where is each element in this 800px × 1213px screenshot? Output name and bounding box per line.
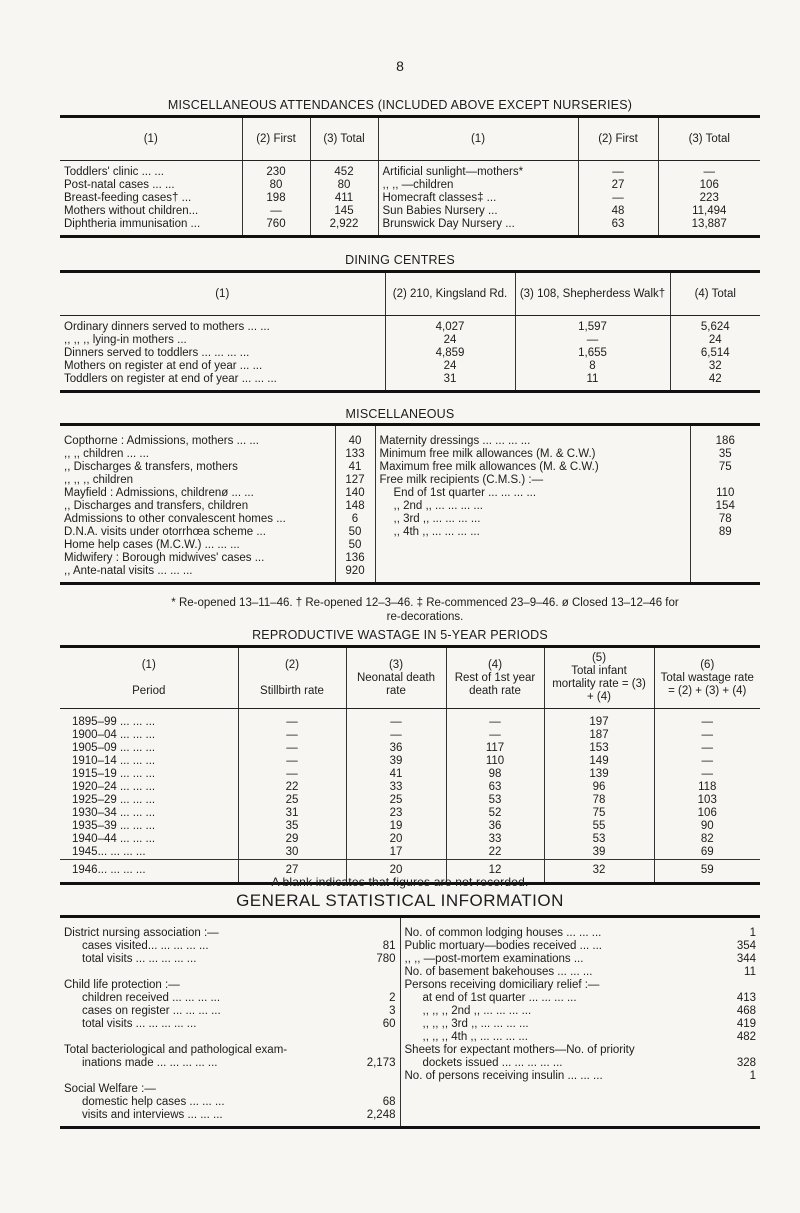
table-cell: 1945... ... ... ... (72, 845, 146, 858)
table-cell: 36 (446, 820, 544, 833)
table-cell: 27 (578, 179, 658, 192)
table-cell: — (238, 768, 346, 781)
table-row (60, 500, 760, 513)
table-row (60, 953, 760, 966)
table-cell: 53 (446, 794, 544, 807)
table-cell (350, 966, 400, 979)
dining-title: DINING CENTRES (345, 253, 455, 267)
table-cell: 230 (242, 161, 310, 179)
table-cell: Total bacteriological and pathological exam- (64, 1043, 288, 1056)
table-cell: District nursing association :— (64, 926, 219, 939)
table-cell: — (515, 334, 670, 347)
table-cell: 48 (578, 205, 658, 218)
table-cell: Toddlers' clinic ... ... (64, 165, 164, 178)
table-cell: 41 (346, 768, 446, 781)
table-cell: 63 (446, 781, 544, 794)
table-cell: 139 (544, 768, 654, 781)
table-cell: 25 (346, 794, 446, 807)
table-cell: 1940–44 ... ... ... (72, 832, 156, 845)
table-row (60, 992, 760, 1005)
table-cell: 4,859 (385, 347, 515, 360)
table-cell: — (578, 161, 658, 179)
table-cell: 81 (382, 939, 396, 952)
table-cell: 118 (654, 781, 760, 794)
table-cell: Brunswick Day Nursery ... (378, 218, 578, 231)
table-cell: domestic help cases ... ... ... (82, 1095, 225, 1108)
misc-attendances-table (60, 115, 760, 238)
col-header: (3) Total (310, 117, 378, 161)
table-cell: — (238, 729, 346, 742)
table-cell: 127 (335, 474, 375, 487)
table-cell: — (446, 709, 544, 729)
wastage-title: REPRODUCTIVE WASTAGE IN 5-YEAR PERIODS (252, 628, 548, 642)
table-row (60, 513, 760, 526)
table-row (60, 709, 760, 729)
table-cell (690, 474, 760, 487)
table-row (60, 794, 760, 807)
table-cell: — (242, 205, 310, 218)
table-cell: 354 (736, 939, 756, 952)
col-header: (1) Period (60, 647, 238, 709)
table-cell: 1895–99 ... ... ... (72, 715, 156, 728)
misc-attendances-title: MISCELLANEOUS ATTENDANCES (INCLUDED ABOVE EXCEPT NURSERIES) (167, 98, 633, 112)
table-cell: 110 (446, 755, 544, 768)
table-cell: 2,173 (366, 1056, 396, 1069)
table-cell: 2,922 (310, 218, 378, 231)
table-cell: 39 (346, 755, 446, 768)
table-cell: Persons receiving domiciliary relief :— (400, 979, 710, 992)
table-row (60, 373, 760, 386)
table-row (60, 807, 760, 820)
table-cell: Home help cases (M.C.W.) ... ... ... (64, 538, 240, 551)
table-row (60, 316, 760, 334)
table-cell: 59 (654, 859, 760, 883)
table-cell: ,, ,, ,, children (64, 473, 134, 486)
table-cell: 31 (385, 373, 515, 386)
wastage-note: A blank indicates that figures are not recorded. (271, 875, 529, 889)
table-cell: 17 (346, 846, 446, 860)
table-row (60, 1031, 760, 1044)
table-cell: — (238, 755, 346, 768)
table-cell: 344 (736, 952, 756, 965)
table-cell (350, 979, 400, 992)
table-cell: 89 (690, 526, 760, 539)
table-row (60, 755, 760, 768)
table-cell: 1915–19 ... ... ... (72, 767, 156, 780)
table-cell: 50 (335, 539, 375, 552)
table-cell: Social Welfare :— (64, 1082, 156, 1095)
table-cell: 1,597 (515, 316, 670, 334)
table-cell: 39 (544, 846, 654, 860)
table-cell: 31 (238, 807, 346, 820)
table-cell: 468 (736, 1004, 756, 1017)
table-row (60, 729, 760, 742)
table-row (60, 552, 760, 565)
table-cell: 145 (310, 205, 378, 218)
table-cell: 33 (446, 833, 544, 846)
table-cell: 197 (544, 709, 654, 729)
table-cell: 8 (515, 360, 670, 373)
table-cell: Post-natal cases ... ... (64, 178, 175, 191)
table-cell: 133 (335, 448, 375, 461)
table-cell (710, 979, 760, 992)
table-cell: D.N.A. visits under otorrhœa scheme ... (64, 525, 266, 538)
col-header: (3) Neonatal death rate (346, 647, 446, 709)
table-cell: Minimum free milk allowances (M. & C.W.) (375, 448, 690, 461)
table-cell: 20 (346, 833, 446, 846)
table-cell: 1900–04 ... ... ... (72, 728, 156, 741)
col-header: (1) (60, 272, 385, 316)
table-row (60, 578, 760, 584)
table-cell: 5,624 (670, 316, 760, 334)
table-row (60, 347, 760, 360)
table-row (60, 360, 760, 373)
table-cell: at end of 1st quarter ... ... ... ... (400, 992, 710, 1005)
table-cell: — (654, 755, 760, 768)
table-cell: 6 (335, 513, 375, 526)
table-cell: ,, ,, —children (378, 179, 578, 192)
col-header: (2) 210, Kingsland Rd. (385, 272, 515, 316)
col-header: (2) First (242, 117, 310, 161)
table-cell: 42 (670, 373, 760, 386)
table-row (60, 768, 760, 781)
table-row (60, 927, 760, 940)
table-cell: 33 (346, 781, 446, 794)
table-cell: Diphtheria immunisation ... (64, 217, 201, 230)
table-row (60, 539, 760, 552)
table-cell: 36 (346, 742, 446, 755)
table-row (60, 940, 760, 953)
table-cell: cases on register ... ... ... ... (82, 1004, 221, 1017)
table-cell (350, 927, 400, 940)
table-cell: No. of persons receiving insulin ... ... ... (400, 1070, 710, 1083)
table-cell: 1935–39 ... ... ... (72, 819, 156, 832)
table-cell: Admissions to other convalescent homes ... (64, 512, 286, 525)
table-cell: 1910–14 ... ... ... (72, 754, 156, 767)
col-header: (3) 108, Shepherdess Walk† (515, 272, 670, 316)
table-cell: Maximum free milk allowances (M. & C.W.) (375, 461, 690, 474)
col-header: (1) (60, 117, 242, 161)
table-cell: cases visited... ... ... ... ... (82, 939, 209, 952)
table-cell: Midwifery : Borough midwives' cases ... (64, 551, 265, 564)
table-row (60, 192, 760, 205)
table-cell: 328 (736, 1056, 756, 1069)
table-row (60, 448, 760, 461)
table-cell: Sheets for expectant mothers—No. of priority (400, 1044, 710, 1057)
table-cell: 106 (658, 179, 760, 192)
table-cell: — (238, 709, 346, 729)
table-row (60, 846, 760, 860)
table-cell: 22 (238, 781, 346, 794)
table-cell: visits and interviews ... ... ... (82, 1108, 223, 1121)
table-cell: ,, Ante-natal visits ... ... ... (64, 564, 193, 577)
table-cell: 90 (654, 820, 760, 833)
table-cell: 1,655 (515, 347, 670, 360)
table-cell: 75 (690, 461, 760, 474)
table-row (60, 1005, 760, 1018)
dining-table (60, 270, 760, 393)
misc-table (60, 423, 760, 585)
col-header: (3) Total (658, 117, 760, 161)
table-row (60, 833, 760, 846)
table-cell: 760 (242, 218, 310, 231)
table-cell: 1 (749, 1069, 756, 1082)
col-header: (2) First (578, 117, 658, 161)
table-cell: Free milk recipients (C.M.S.) :— (375, 474, 690, 487)
table-cell (60, 1031, 350, 1044)
table-cell: ,, 2nd ,, ... ... ... ... (375, 500, 690, 513)
table-row (60, 742, 760, 755)
table-cell (350, 1044, 400, 1057)
table-cell (710, 1044, 760, 1057)
table-row (60, 1018, 760, 1031)
table-cell: — (654, 768, 760, 781)
table-cell: 78 (544, 794, 654, 807)
table-cell: 24 (385, 360, 515, 373)
table-cell: children received ... ... ... ... (82, 991, 221, 1004)
table-cell: 25 (238, 794, 346, 807)
table-row (60, 425, 760, 435)
table-cell: ,, ,, ,, lying-in mothers ... (64, 333, 187, 346)
table-cell: ,, 3rd ,, ... ... ... ... (375, 513, 690, 526)
table-cell: 1946... ... ... ... (72, 864, 146, 876)
table-cell: 68 (382, 1095, 396, 1108)
table-row (60, 781, 760, 794)
table-cell: ,, Discharges & transfers, mothers (64, 460, 238, 473)
table-cell: — (578, 192, 658, 205)
table-cell: 419 (736, 1017, 756, 1030)
table-cell: ,, ,, ,, 2nd ,, ... ... ... ... (400, 1005, 710, 1018)
table-row (60, 218, 760, 231)
table-cell: Maternity dressings ... ... ... ... (375, 435, 690, 448)
table-cell: 13,887 (658, 218, 760, 231)
table-cell: — (654, 709, 760, 729)
table-cell: 103 (654, 794, 760, 807)
table-row (60, 231, 760, 237)
table-cell: 35 (238, 820, 346, 833)
general-title: GENERAL STATISTICAL INFORMATION (236, 891, 564, 910)
table-cell: No. of common lodging houses ... ... ... (400, 927, 710, 940)
table-row (60, 179, 760, 192)
table-cell: 413 (736, 991, 756, 1004)
col-header: (4) Total (670, 272, 760, 316)
table-cell: 35 (690, 448, 760, 461)
table-cell: Mayfield : Admissions, childrenø ... ... (64, 486, 254, 499)
table-cell: 41 (335, 461, 375, 474)
table-cell: 149 (544, 755, 654, 768)
table-cell: 96 (544, 781, 654, 794)
table-cell: 52 (446, 807, 544, 820)
table-cell: — (238, 742, 346, 755)
table-row (60, 820, 760, 833)
table-cell: 1920–24 ... ... ... (72, 780, 156, 793)
table-cell: 482 (736, 1030, 756, 1043)
table-row (60, 435, 760, 448)
table-cell: 110 (690, 487, 760, 500)
table-cell: total visits ... ... ... ... ... (82, 1017, 197, 1030)
table-cell: 24 (670, 334, 760, 347)
table-cell: — (654, 729, 760, 742)
table-cell: 411 (310, 192, 378, 205)
misc-title: MISCELLANEOUS (345, 407, 455, 421)
table-cell: Homecraft classes‡ ... (378, 192, 578, 205)
table-cell: ,, ,, —post-mortem examinations ... (400, 953, 710, 966)
table-cell: — (446, 729, 544, 742)
table-cell: 198 (242, 192, 310, 205)
table-cell: 1925–29 ... ... ... (72, 793, 156, 806)
table-cell: No. of basement bakehouses ... ... ... (400, 966, 710, 979)
table-row (60, 1057, 760, 1070)
table-cell: 80 (242, 179, 310, 192)
table-cell (60, 1070, 350, 1083)
table-cell: 154 (690, 500, 760, 513)
table-row (60, 487, 760, 500)
table-cell: total visits ... ... ... ... ... (82, 952, 197, 965)
table-cell: 27 (238, 859, 346, 883)
table-cell: 23 (346, 807, 446, 820)
table-cell: 187 (544, 729, 654, 742)
table-cell: Toddlers on register at end of year ... ... ... (64, 372, 277, 385)
table-cell: 1905–09 ... ... ... (72, 741, 156, 754)
table-cell: 32 (544, 859, 654, 883)
table-cell: ,, 4th ,, ... ... ... ... (375, 526, 690, 539)
table-cell: 11 (744, 965, 756, 978)
table-cell: Artificial sunlight—mothers* (378, 161, 578, 179)
table-cell: 24 (385, 334, 515, 347)
table-row (60, 565, 760, 578)
table-cell: 11,494 (658, 205, 760, 218)
table-cell: ,, ,, ,, 3rd ,, ... ... ... ... (400, 1018, 710, 1031)
col-header: (4) Rest of 1st year death rate (446, 647, 544, 709)
table-cell: Mothers on register at end of year ... ... (64, 359, 263, 372)
table-cell: 60 (382, 1017, 396, 1030)
table-cell: 3 (389, 1004, 396, 1017)
table-cell: 98 (446, 768, 544, 781)
table-cell (60, 966, 350, 979)
table-row (60, 1096, 760, 1109)
table-cell: End of 1st quarter ... ... ... ... (375, 487, 690, 500)
table-cell: 29 (238, 833, 346, 846)
table-cell: 75 (544, 807, 654, 820)
table-cell: 186 (690, 435, 760, 448)
general-table (60, 915, 760, 1129)
table-cell: 1930–34 ... ... ... (72, 806, 156, 819)
table-cell: 780 (376, 952, 396, 965)
table-cell: — (346, 729, 446, 742)
table-cell: 30 (238, 846, 346, 860)
table-cell: 82 (654, 833, 760, 846)
table-cell: — (658, 161, 760, 179)
table-cell: 20 (346, 859, 446, 883)
page-number: 8 (396, 58, 404, 74)
table-cell: Mothers without children... (64, 204, 199, 217)
table-cell: ,, ,, ,, 4th ,, ... ... ... ... (400, 1031, 710, 1044)
table-cell: 50 (335, 526, 375, 539)
table-cell: 153 (544, 742, 654, 755)
table-cell: 22 (446, 846, 544, 860)
table-cell: 69 (654, 846, 760, 860)
wastage-table (60, 645, 760, 885)
table-cell: dockets issued ... ... ... ... ... (400, 1057, 710, 1070)
table-cell: 63 (578, 218, 658, 231)
table-cell: 80 (310, 179, 378, 192)
table-cell: 117 (446, 742, 544, 755)
table-row (60, 161, 760, 179)
table-cell: 1 (749, 926, 756, 939)
table-row (60, 1083, 760, 1096)
table-row (60, 1122, 760, 1128)
table-cell: 2 (389, 991, 396, 1004)
table-cell: Public mortuary—bodies received ... ... (400, 940, 710, 953)
table-row (60, 386, 760, 392)
table-cell: 920 (335, 565, 375, 578)
table-cell (350, 1031, 400, 1044)
col-header: (5) Total infant mortality rate = (3) + (4) (544, 647, 654, 709)
table-row (60, 979, 760, 992)
table-row (60, 1109, 760, 1122)
table-cell: 32 (670, 360, 760, 373)
table-row (60, 1070, 760, 1083)
table-row (60, 917, 760, 927)
table-cell: ,, Discharges and transfers, children (64, 499, 249, 512)
table-cell: 4,027 (385, 316, 515, 334)
table-row (60, 1044, 760, 1057)
table-row (60, 334, 760, 347)
table-cell: 140 (335, 487, 375, 500)
table-cell: 78 (690, 513, 760, 526)
table-row (60, 966, 760, 979)
table-row (60, 461, 760, 474)
table-row (60, 474, 760, 487)
col-header: (1) (378, 117, 578, 161)
table-cell: 53 (544, 833, 654, 846)
table-cell: Breast-feeding cases† ... (64, 191, 192, 204)
table-cell: ,, ,, children ... ... (64, 447, 150, 460)
table-cell (350, 1070, 400, 1083)
table-cell: 40 (335, 435, 375, 448)
table-cell: 223 (658, 192, 760, 205)
col-header: (2) Stillbirth rate (238, 647, 346, 709)
table-cell: 452 (310, 161, 378, 179)
table-cell: 136 (335, 552, 375, 565)
table-cell: 6,514 (670, 347, 760, 360)
table-cell: Ordinary dinners served to mothers ... ... (64, 320, 270, 333)
col-header: (6) Total wastage rate = (2) + (3) + (4) (654, 647, 760, 709)
table-cell: 19 (346, 820, 446, 833)
table-cell: Dinners served to toddlers ... ... ... ... (64, 346, 250, 359)
table-cell: inations made ... ... ... ... ... (82, 1056, 218, 1069)
table-row (60, 205, 760, 218)
table-cell (350, 1083, 400, 1096)
table-cell: — (346, 709, 446, 729)
footnote: * Re-opened 13–11–46. † Re-opened 12–3–46. ‡ Re-commenced 23–9–46. ø Closed 13–12–46 for (171, 597, 679, 609)
table-cell: 148 (335, 500, 375, 513)
table-cell: 11 (515, 373, 670, 386)
table-cell: Sun Babies Nursery ... (378, 205, 578, 218)
table-cell: 55 (544, 820, 654, 833)
table-row (60, 526, 760, 539)
table-cell: — (654, 742, 760, 755)
table-cell: 2,248 (366, 1108, 396, 1121)
table-cell: Copthorne : Admissions, mothers ... ... (64, 434, 259, 447)
table-cell: Child life protection :— (64, 978, 180, 991)
table-cell: 12 (446, 859, 544, 883)
footnote: re-decorations. (386, 611, 464, 623)
table-cell: 106 (654, 807, 760, 820)
